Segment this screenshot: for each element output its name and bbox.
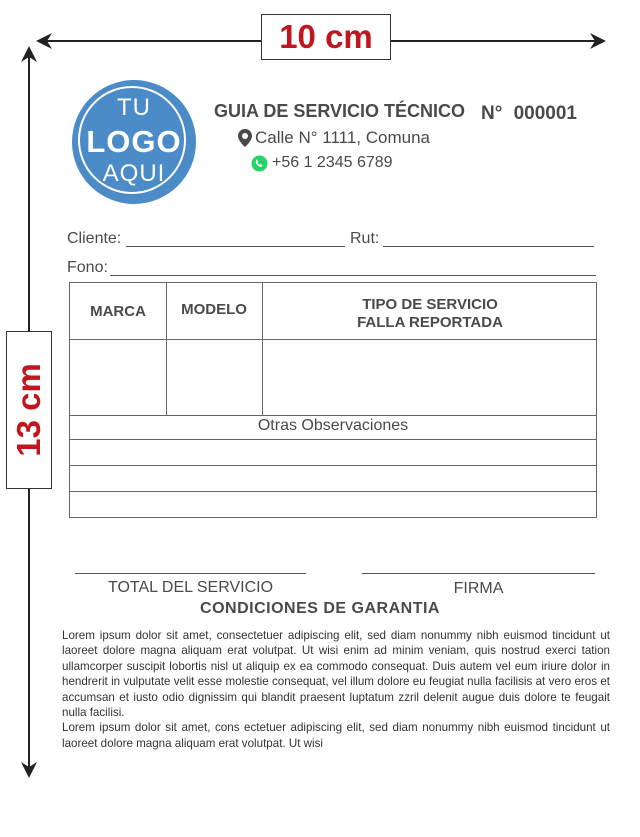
signature-line[interactable] [362, 573, 595, 574]
logo-text-line3: AQUI [102, 160, 166, 187]
header-service [262, 296, 598, 332]
phone-field[interactable] [110, 275, 596, 276]
header-brand: MARCA [90, 303, 146, 320]
total-line[interactable] [75, 573, 306, 574]
height-dimension-label: 13 cm [10, 363, 48, 457]
location-pin-icon [238, 129, 252, 147]
arrow-up-icon [19, 44, 39, 64]
observation-row[interactable] [70, 492, 596, 518]
signature-label: FIRMA [453, 580, 504, 597]
warranty-paragraph: Lorem ipsum dolor sit amet, consectetuer adipiscing elit, sed diam nonummy nibh euismod tincidunt ut laoreet dolore magna aliquam erat volutpat. Ut wisi enim ad minim veniam, quis nostrud exerci tation ullamcorper suscipit lobortis nisl ut aliquip ex ea commodo consequat. Duis autem vel eum iriure dolor in hendrerit in vulputate velit esse molestie consequat, vel illum dolore eu feugiat nulla facilisis at vero eros et accumsan et iusto odio dignissim qui blandit praesent luptatum zzril delenit augue duis dolore te feugait nulla facilisi. [62, 629, 610, 720]
arrow-right-icon [588, 31, 608, 51]
arrow-down-icon [19, 760, 39, 780]
service-table [69, 282, 597, 518]
height-dimension-box [6, 331, 52, 489]
phone-field-label: Fono: [67, 259, 108, 276]
phone-line [251, 154, 393, 172]
observations-label: Otras Observaciones [257, 417, 409, 434]
rut-label: Rut: [350, 230, 380, 247]
client-label: Cliente: [67, 230, 122, 247]
rut-field[interactable] [383, 246, 594, 247]
header-model: MODELO [181, 301, 247, 318]
logo-text-line2: LOGO [86, 124, 182, 159]
address-text: Calle N° 1111, Comuna [255, 128, 430, 147]
total-label: TOTAL DEL SERVICIO [107, 579, 274, 596]
brand-cell[interactable] [70, 340, 165, 415]
phone-text: +56 1 2345 6789 [272, 154, 393, 171]
observation-row[interactable] [70, 440, 596, 465]
service-cell[interactable] [263, 340, 597, 415]
document-number: N° 000001 [481, 103, 577, 124]
width-dimension-label: 10 cm [261, 14, 391, 60]
address-line [238, 128, 430, 148]
header-reported-fault: FALLA REPORTADA [357, 314, 503, 331]
document-title: GUIA DE SERVICIO TÉCNICO [214, 101, 466, 121]
client-field[interactable] [126, 246, 345, 247]
warranty-paragraph: Lorem ipsum dolor sit amet, cons ectetuer adipiscing elit, sed diam nonummy nibh euismod tincidunt ut laoreet dolore magna aliquam erat volutpat. Ut wisi [62, 721, 610, 750]
observation-row[interactable] [70, 466, 596, 491]
logo-text-line1: TU [117, 94, 151, 121]
header-service-type: TIPO DE SERVICIO [362, 296, 498, 313]
company-logo [72, 80, 196, 204]
warranty-terms [62, 628, 610, 751]
table-row-divider [70, 415, 596, 416]
whatsapp-icon [251, 155, 268, 172]
warranty-title: CONDICIONES DE GARANTIA [200, 600, 440, 617]
model-cell[interactable] [167, 340, 262, 415]
